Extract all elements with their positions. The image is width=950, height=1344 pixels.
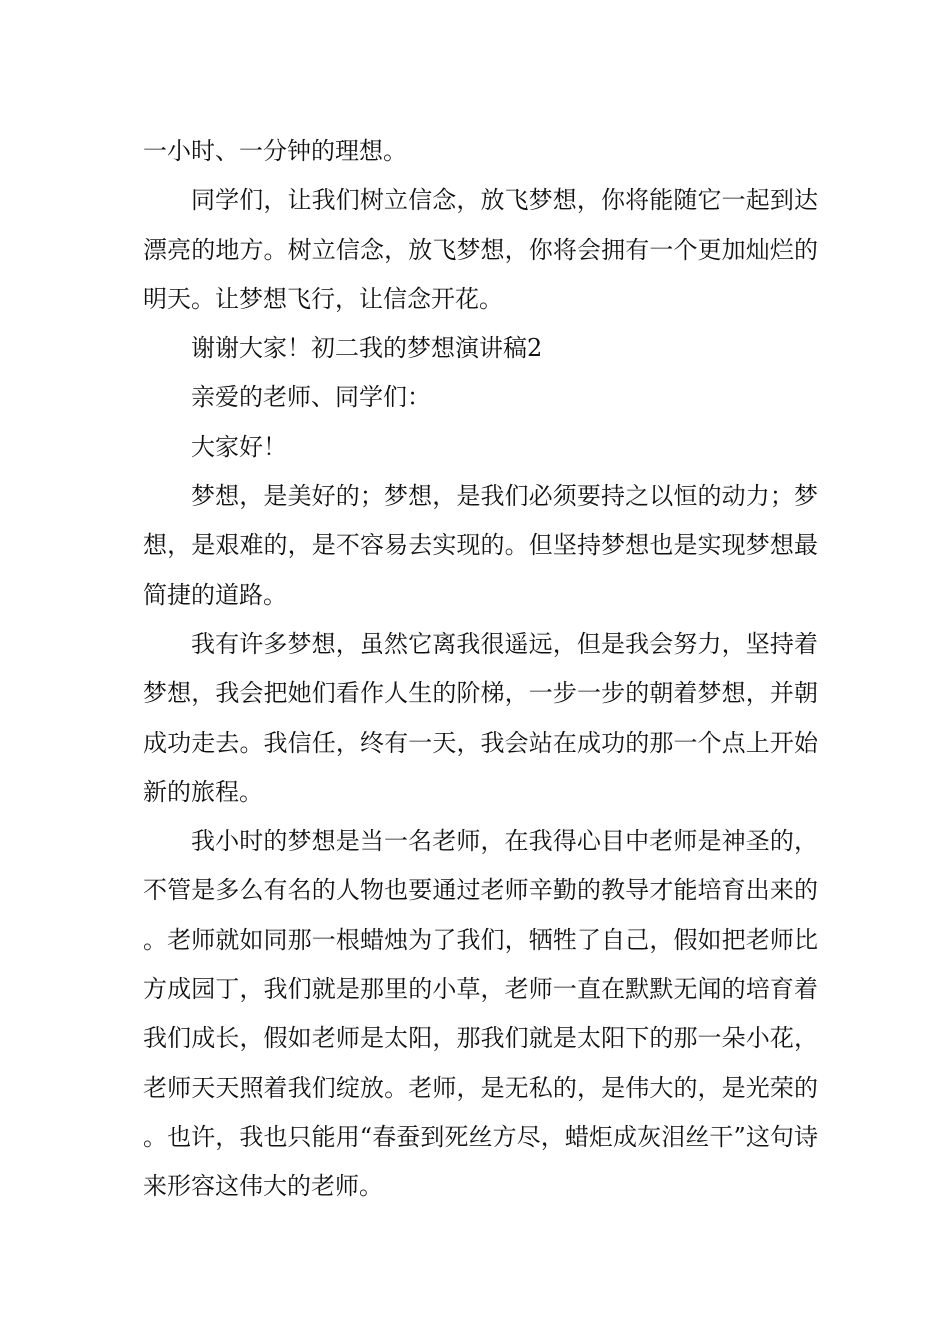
paragraph-4: 亲爱的老师、同学们：: [191, 383, 431, 412]
paragraph-8: 我小时的梦想是当一名老师，在我得心目中老师是神圣的，不管是多么有名的人物也要通过老师辛勤的教导才能培育出来的。老师就如同那一根蜡烛为了我们，牺牲了自己，假如把老师比方成园丁，我们就是那里的小草，老师一直在默默无闻的培育着我们成长，假如老师是太阳，那我们就是太阳下的那一朵小花，老师天天照着我们绽放。老师，是无私的，是伟大的，是光荣的。也许，我也只能用“春蚕到死丝方尽，蜡炬成灰泪丝干”这句诗来形容这伟大的老师。: [143, 827, 818, 1201]
paragraph-6: 梦想，是美好的；梦想，是我们必须要持之以恒的动力；梦想，是艰难的，是不容易去实现的。但坚持梦想也是实现梦想最简捷的道路。: [143, 482, 818, 609]
document-body: [143, 127, 818, 1212]
paragraph-2: 同学们，让我们树立信念，放飞梦想，你将能随它一起到达漂亮的地方。树立信念，放飞梦想，你将会拥有一个更加灿烂的明天。让梦想飞行，让信念开花。: [143, 186, 818, 313]
paragraph-7: 我有许多梦想，虽然它离我很遥远，但是我会努力，坚持着梦想，我会把她们看作人生的阶梯，一步一步的朝着梦想，并朝成功走去。我信任，终有一天，我会站在成功的那一个点上开始新的旅程。: [143, 629, 818, 806]
paragraph-3: 谢谢大家！初二我的梦想演讲稿2: [191, 334, 543, 363]
paragraph-5: 大家好！: [191, 432, 287, 461]
paragraph-1: 一小时、一分钟的理想。: [143, 137, 407, 165]
